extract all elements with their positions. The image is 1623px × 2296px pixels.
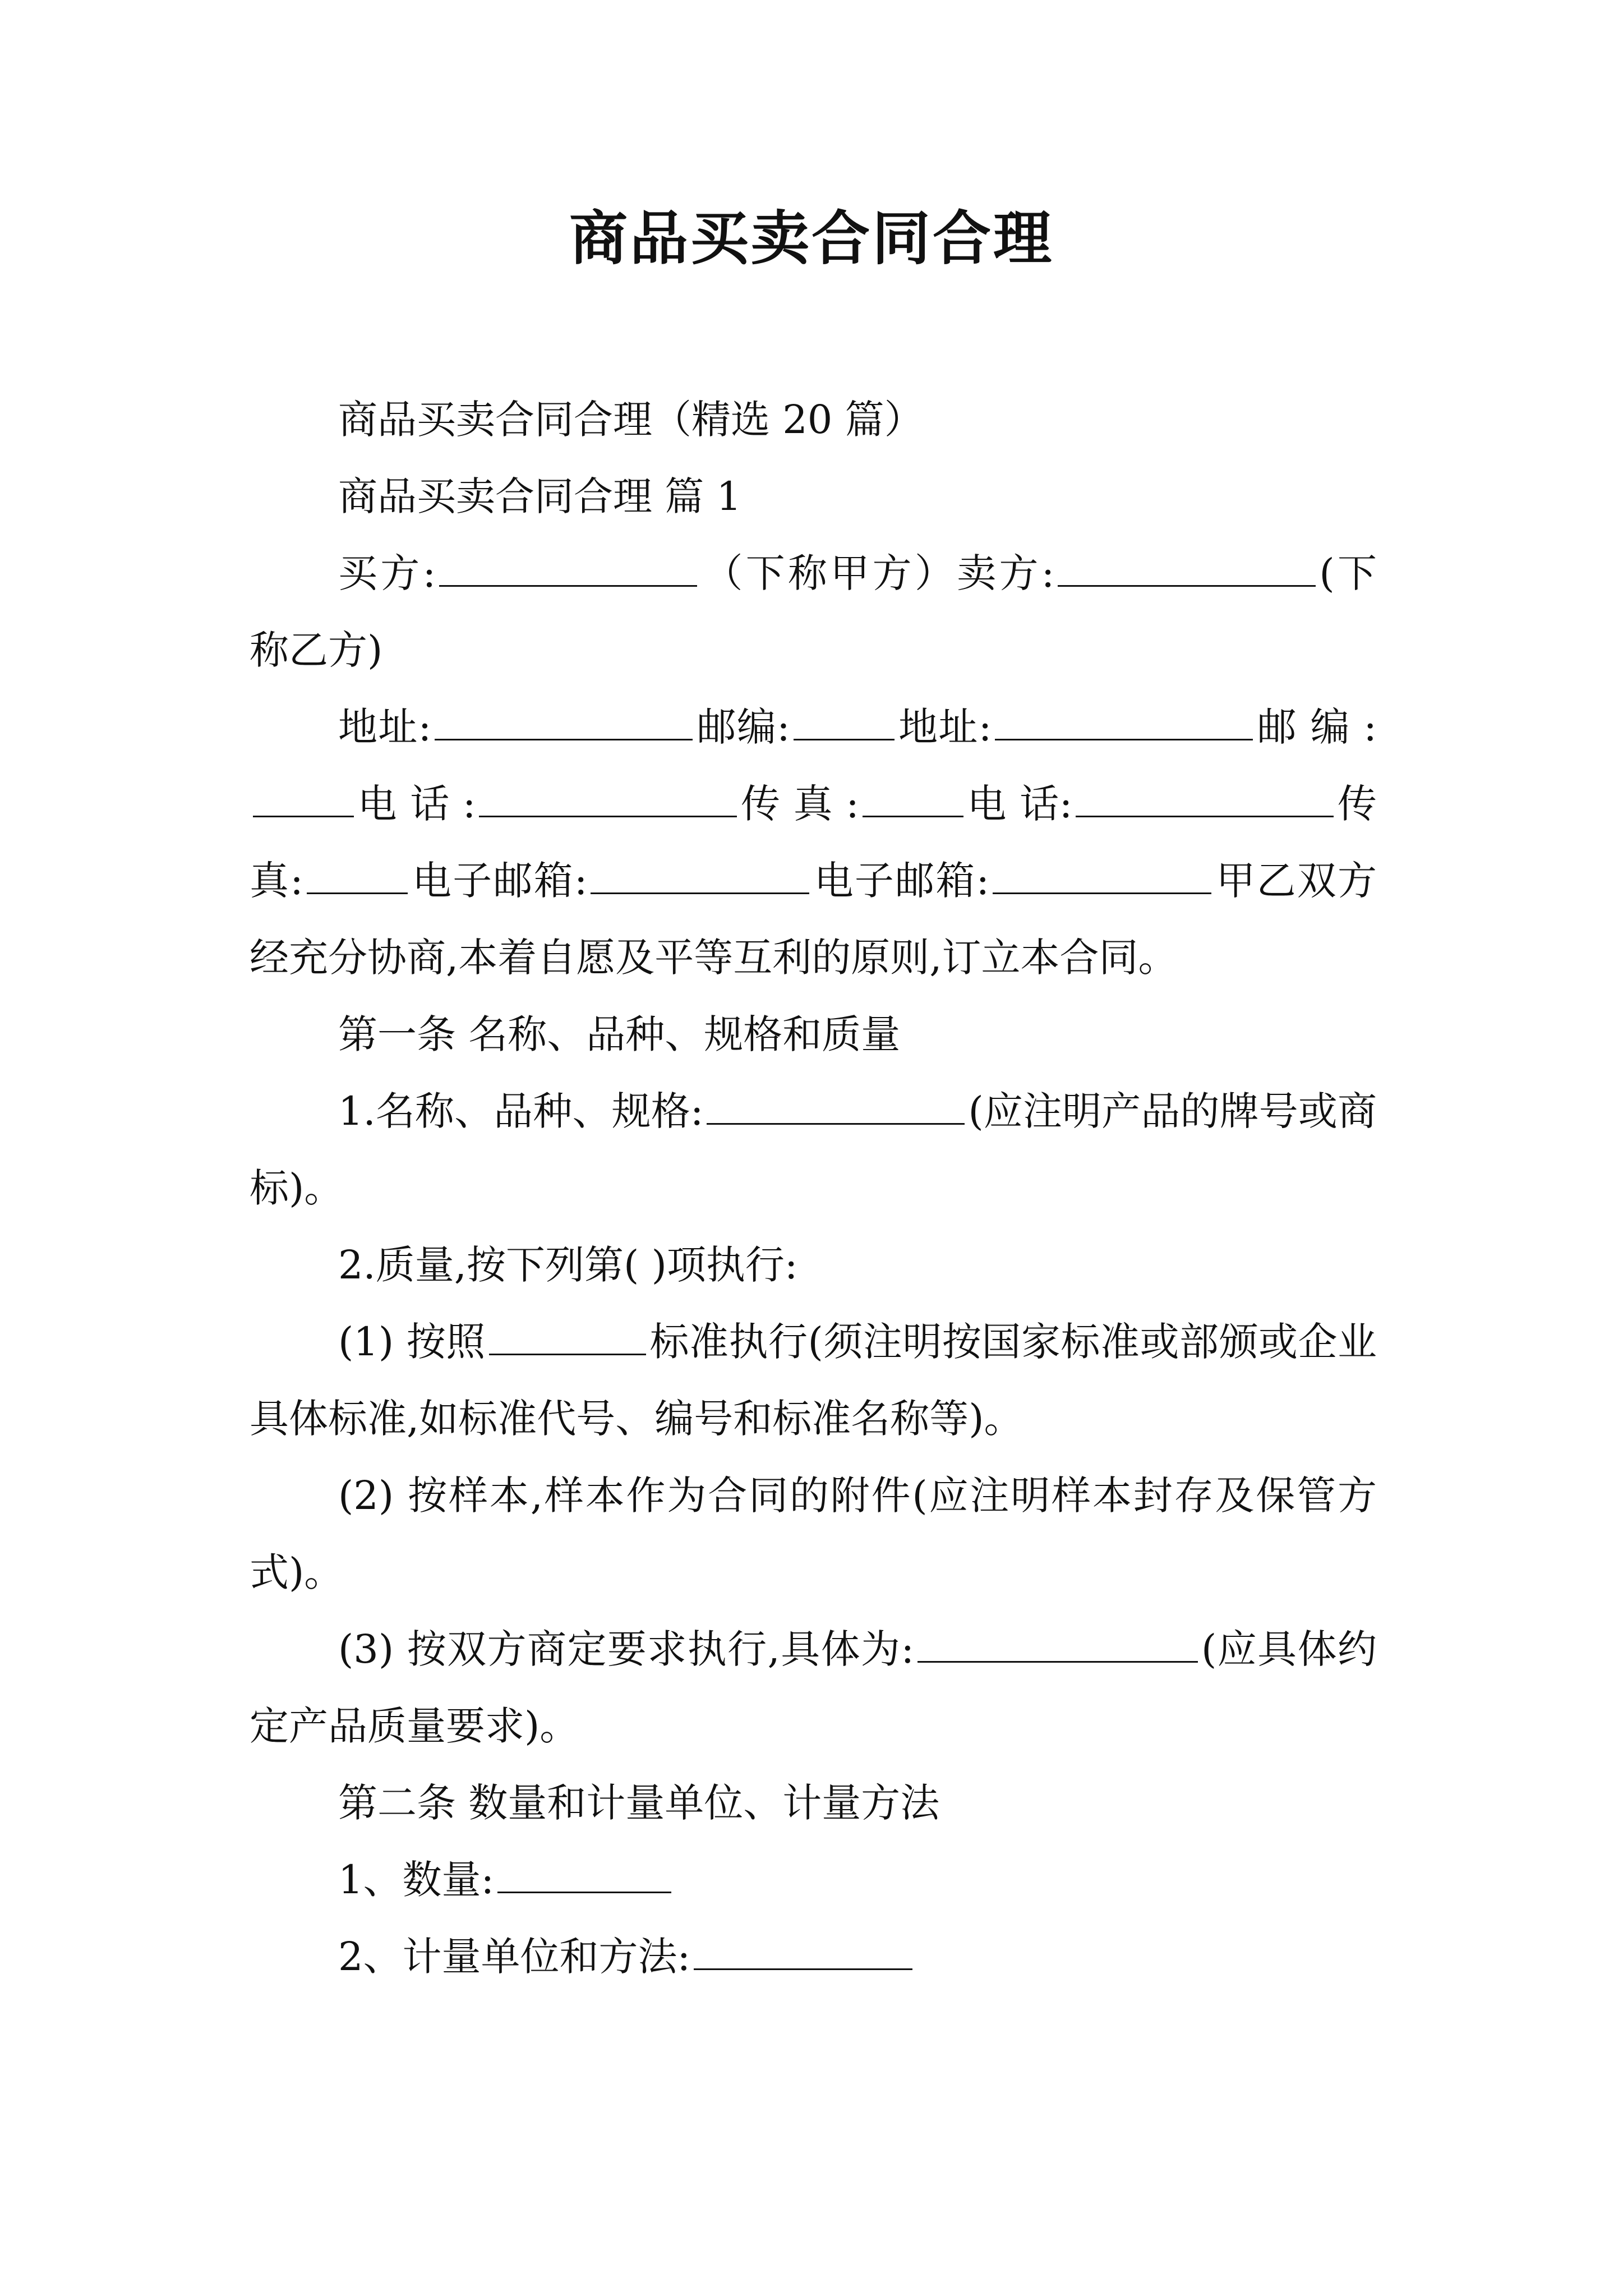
seller-label: （下称甲方）卖方: (700, 550, 1055, 596)
paragraph-quality-option-3 (250, 1611, 1377, 1765)
article-one-heading: 第一条 名称、品种、规格和质量 (338, 1011, 901, 1057)
paragraph-contact-info (250, 689, 1377, 996)
document-title: 商品买卖合同合理 (569, 204, 1054, 273)
postcode-blank-a (794, 702, 895, 741)
paragraph-parties (250, 535, 1377, 689)
postcode-label-a: 邮编: (696, 704, 790, 750)
fax-label-b: 传真: (250, 781, 1377, 904)
standard-blank (489, 1317, 646, 1356)
buyer-label: 买方: (338, 550, 436, 596)
paragraph-quality: 2.质量,按下列第( )项执行: (338, 1242, 798, 1288)
paragraph-quantity (250, 1842, 1377, 1918)
fax-label-a: 传 真 : (740, 781, 859, 827)
address-blank-a (435, 702, 693, 741)
name-spec-note: (应注明产品的牌号或商标)。 (250, 1088, 1377, 1211)
phone-label-b: 电 话: (966, 781, 1073, 827)
unit-method-blank (694, 1931, 912, 1971)
unit-method-label: 2、计量单位和方法: (338, 1934, 691, 1980)
fax-blank-b (307, 855, 408, 895)
email-blank-b (993, 855, 1211, 895)
option-1-label: (1) 按照 (338, 1319, 486, 1365)
buyer-blank (439, 548, 697, 587)
postcode-blank-b (253, 779, 354, 818)
email-label-b: 电子邮箱: (813, 858, 990, 904)
name-spec-label: 1.名称、品种、规格: (338, 1088, 704, 1134)
name-spec-blank (707, 1086, 965, 1125)
phone-blank-a (479, 779, 737, 818)
address-label-a: 地址: (338, 704, 432, 750)
address-blank-b (995, 702, 1253, 741)
email-blank-a (591, 855, 809, 895)
paragraph-name-spec (250, 1073, 1377, 1227)
document-body (250, 381, 1377, 1995)
fax-blank-a (863, 779, 963, 818)
paragraph-subtitle: 商品买卖合同合理（精选 20 篇） (338, 397, 924, 443)
option-3-note: (应具体约定产品质量要求)。 (250, 1626, 1377, 1749)
party-b-note: (下称乙方) (250, 550, 1377, 673)
paragraph-quality-option-1 (250, 1304, 1377, 1457)
paragraph-unit-method (250, 1918, 1377, 1995)
article-two-heading: 第二条 数量和计量单位、计量方法 (338, 1780, 940, 1826)
paragraph-quality-option-2: (2) 按样本,样本作为合同的附件(应注明样本封存及保管方式)。 (250, 1473, 1377, 1595)
postcode-label-b: 邮 编 : (1256, 704, 1377, 750)
option-1-note: 标准执行(须注明按国家标准或部颁或企业具体标准,如标准代号、编号和标准名称等)。 (250, 1319, 1377, 1442)
option-3-label: (3) 按双方商定要求执行,具体为: (338, 1626, 915, 1672)
quantity-label: 1、数量: (338, 1857, 495, 1903)
quality-requirement-blank (917, 1624, 1198, 1663)
email-label-a: 电子邮箱: (411, 858, 588, 904)
quantity-blank (497, 1855, 671, 1894)
phone-label-a: 电 话 : (357, 781, 476, 827)
phone-blank-b (1076, 779, 1334, 818)
address-label-b: 地址: (897, 704, 992, 750)
paragraph-section-heading: 商品买卖合同合理 篇 1 (338, 473, 742, 519)
agreement-text: 甲乙双方经充分协商,本着自愿及平等互利的原则,订立本合同。 (250, 858, 1377, 981)
seller-blank (1058, 548, 1316, 587)
